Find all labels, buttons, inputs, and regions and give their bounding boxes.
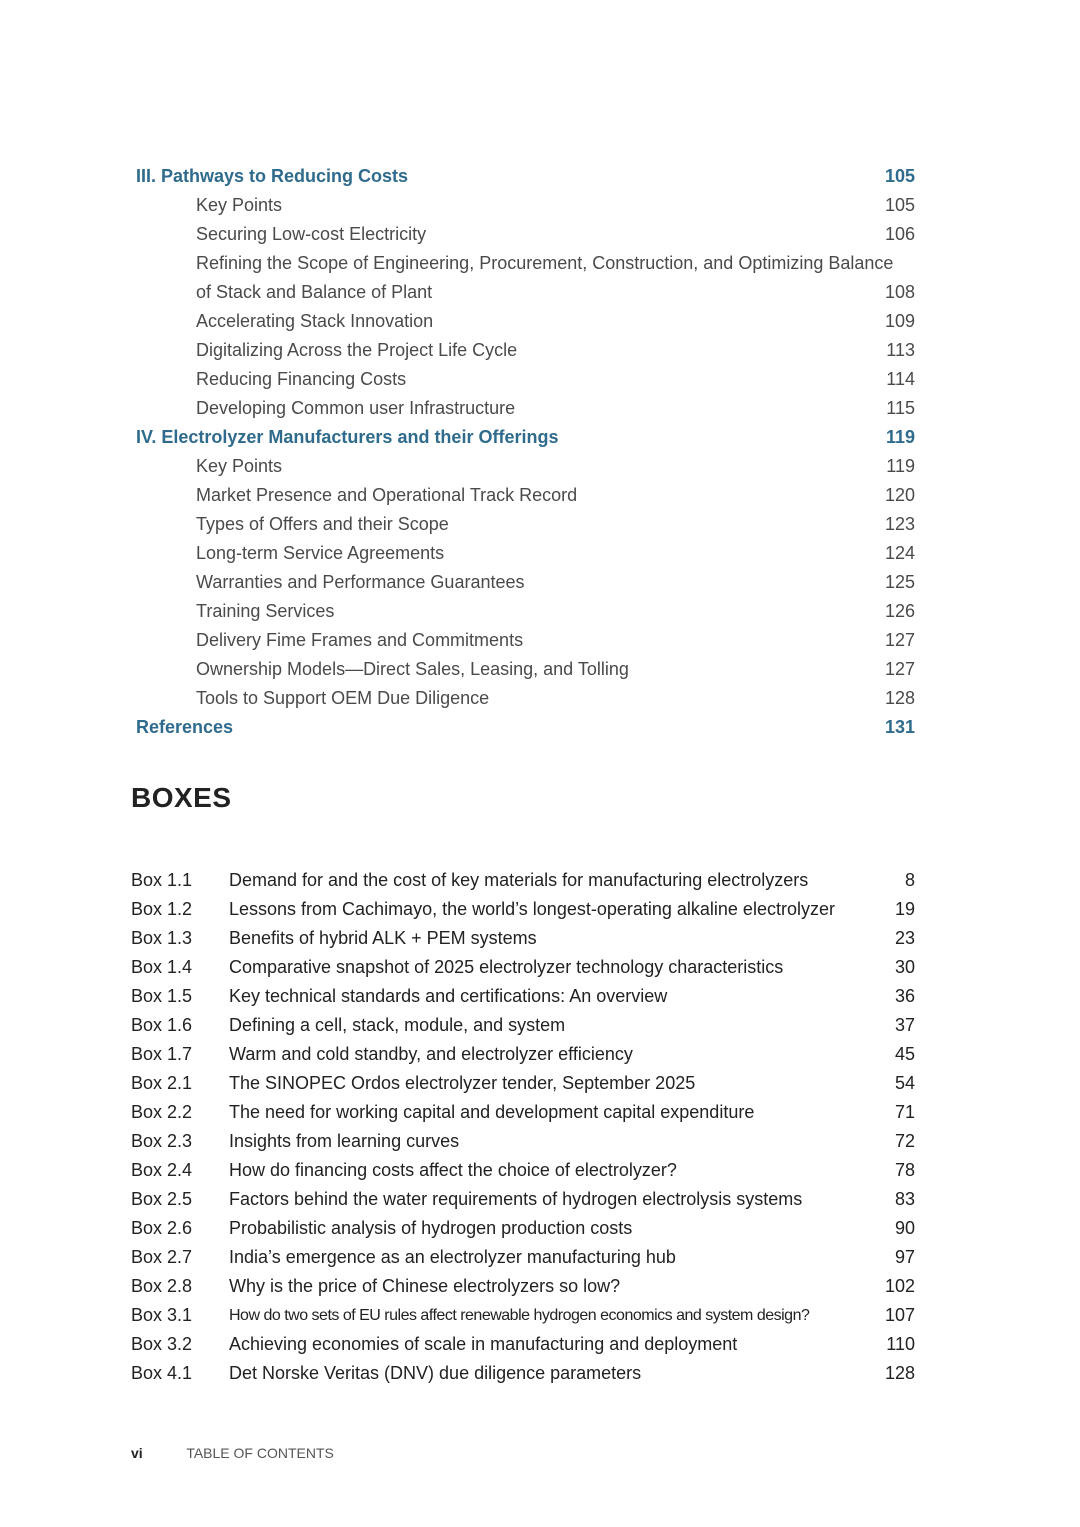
box-page: 90 — [894, 1218, 915, 1238]
box-entry[interactable] — [0, 1127, 1080, 1156]
box-entry[interactable] — [0, 1098, 1080, 1127]
box-title: India’s emergence as an electrolyzer manufacturing hub — [229, 1247, 676, 1267]
box-page: 72 — [894, 1131, 915, 1151]
toc-section-entry[interactable] — [0, 220, 1080, 249]
toc-entry-page: 114 — [886, 369, 915, 389]
toc-entry-title: Accelerating Stack Innovation — [196, 311, 434, 331]
box-title: Defining a cell, stack, module, and system — [229, 1015, 566, 1035]
toc-entry-title: IV. Electrolyzer Manufacturers and their Offerings — [136, 427, 559, 447]
box-title: Warm and cold standby, and electrolyzer efficiency — [229, 1044, 633, 1064]
box-title: Insights from learning curves — [229, 1131, 460, 1151]
box-page: 23 — [894, 928, 915, 948]
toc-section-entry[interactable] — [0, 278, 1080, 307]
toc-entry-title: Warranties and Performance Guarantees — [196, 572, 525, 592]
box-title: Benefits of hybrid ALK + PEM systems — [229, 928, 537, 948]
toc-section-entry[interactable] — [0, 307, 1080, 336]
toc-entry-page: 115 — [886, 398, 915, 418]
footer-section: TABLE OF CONTENTS — [186, 1445, 334, 1461]
box-label: Box 1.5 — [131, 986, 193, 1006]
toc-entry-title: Key Points — [196, 195, 283, 215]
toc-entry-title: Refining the Scope of Engineering, Procurement, Construction, and Optimizing Balance — [196, 253, 894, 273]
box-title: Demand for and the cost of key materials for manufacturing electrolyzers — [229, 870, 809, 890]
toc-section-entry[interactable] — [0, 597, 1080, 626]
toc-section-entry[interactable] — [0, 336, 1080, 365]
box-entry[interactable] — [0, 866, 1080, 895]
box-entry[interactable] — [0, 924, 1080, 953]
toc-entry-page: 105 — [884, 166, 915, 186]
box-label: Box 3.1 — [131, 1305, 193, 1325]
box-label: Box 2.6 — [131, 1218, 193, 1238]
box-page: 78 — [894, 1160, 915, 1180]
box-entry[interactable] — [0, 1185, 1080, 1214]
toc-entry-title: Reducing Financing Costs — [196, 369, 407, 389]
box-title: How do two sets of EU rules affect renewable hydrogen economics and system design? — [229, 1307, 810, 1324]
box-page: 37 — [894, 1015, 915, 1035]
box-label: Box 1.3 — [131, 928, 193, 948]
toc-chapter-entry[interactable] — [0, 162, 1080, 191]
toc-section-entry[interactable] — [0, 481, 1080, 510]
box-entry[interactable] — [0, 1156, 1080, 1185]
toc-entry-title: Key Points — [196, 456, 283, 476]
box-page: 36 — [894, 986, 915, 1006]
toc-entry-title: Long-term Service Agreements — [196, 543, 445, 563]
page-footer — [131, 1445, 334, 1461]
box-page: 8 — [904, 870, 915, 890]
box-title: Why is the price of Chinese electrolyzers so low? — [229, 1276, 621, 1296]
toc-entry-page: 127 — [884, 659, 915, 679]
box-page: 83 — [894, 1189, 915, 1209]
toc-entry-title: Digitalizing Across the Project Life Cycle — [196, 340, 518, 360]
box-entry[interactable] — [0, 895, 1080, 924]
box-label: Box 2.3 — [131, 1131, 193, 1151]
toc-section-entry[interactable] — [0, 191, 1080, 220]
toc-entry-page: 128 — [884, 688, 915, 708]
box-entry[interactable] — [0, 1069, 1080, 1098]
box-title: Factors behind the water requirements of hydrogen electrolysis systems — [229, 1189, 803, 1209]
toc-entry-page: 106 — [884, 224, 915, 244]
box-page: 102 — [884, 1276, 915, 1296]
box-label: Box 2.1 — [131, 1073, 193, 1093]
toc-entry-page: 125 — [884, 572, 915, 592]
toc-entry-page: 120 — [884, 485, 915, 505]
toc-section-entry[interactable] — [0, 626, 1080, 655]
box-label: Box 1.6 — [131, 1015, 193, 1035]
toc-section-entry[interactable] — [0, 452, 1080, 481]
toc-entry-page: 123 — [884, 514, 915, 534]
toc-chapter-entry[interactable] — [0, 423, 1080, 452]
table-of-contents — [0, 162, 1080, 742]
box-page: 97 — [894, 1247, 915, 1267]
toc-section-entry[interactable] — [0, 394, 1080, 423]
box-entry[interactable] — [0, 1040, 1080, 1069]
box-title: The SINOPEC Ordos electrolyzer tender, September 2025 — [229, 1073, 696, 1093]
box-page: 110 — [886, 1334, 915, 1354]
box-title: Achieving economies of scale in manufacturing and deployment — [229, 1334, 738, 1354]
box-label: Box 4.1 — [131, 1363, 193, 1383]
box-page: 45 — [894, 1044, 915, 1064]
toc-entry-title: Securing Low-cost Electricity — [196, 224, 427, 244]
box-label: Box 1.4 — [131, 957, 193, 977]
page-number: vi — [131, 1445, 143, 1461]
box-page: 30 — [894, 957, 915, 977]
box-entry[interactable] — [0, 1301, 1080, 1330]
box-title: The need for working capital and development capital expenditure — [229, 1102, 755, 1122]
toc-entry-page: 119 — [886, 456, 915, 476]
toc-entry-page: 124 — [884, 543, 915, 563]
toc-section-entry[interactable] — [0, 249, 1080, 278]
toc-entry-title: of Stack and Balance of Plant — [196, 282, 433, 302]
box-page: 19 — [894, 899, 915, 919]
toc-entry-title: Types of Offers and their Scope — [196, 514, 449, 534]
toc-entry-title: Developing Common user Infrastructure — [196, 398, 516, 418]
toc-entry-page: 127 — [884, 630, 915, 650]
box-label: Box 2.2 — [131, 1102, 193, 1122]
box-title: Det Norske Veritas (DNV) due diligence parameters — [229, 1363, 642, 1383]
toc-entry-page: 108 — [884, 282, 915, 302]
box-title: Key technical standards and certifications: An overview — [229, 986, 668, 1006]
box-label: Box 1.2 — [131, 899, 193, 919]
toc-section-entry[interactable] — [0, 365, 1080, 394]
box-label: Box 1.1 — [131, 870, 193, 890]
box-page: 54 — [894, 1073, 915, 1093]
box-label: Box 1.7 — [131, 1044, 193, 1064]
toc-entry-title: III. Pathways to Reducing Costs — [136, 166, 409, 186]
box-entry[interactable] — [0, 982, 1080, 1011]
box-entry[interactable] — [0, 1214, 1080, 1243]
toc-entry-page: 109 — [884, 311, 915, 331]
box-page: 71 — [894, 1102, 915, 1122]
toc-entry-page: 126 — [884, 601, 915, 621]
boxes-list — [0, 866, 1080, 1388]
toc-section-entry[interactable] — [0, 655, 1080, 684]
box-entry[interactable] — [0, 1243, 1080, 1272]
toc-entry-title: Market Presence and Operational Track Record — [196, 485, 578, 505]
toc-chapter-entry[interactable] — [0, 713, 1080, 742]
toc-entry-page: 119 — [885, 427, 915, 447]
toc-entry-title: Ownership Models—Direct Sales, Leasing, and Tolling — [196, 659, 629, 679]
toc-entry-title: References — [136, 717, 234, 737]
box-entry[interactable] — [0, 953, 1080, 982]
box-title: How do financing costs affect the choice of electrolyzer? — [229, 1160, 677, 1180]
box-entry[interactable] — [0, 1330, 1080, 1359]
box-entry[interactable] — [0, 1359, 1080, 1388]
box-title: Probabilistic analysis of hydrogen production costs — [229, 1218, 633, 1238]
toc-section-entry[interactable] — [0, 568, 1080, 597]
box-label: Box 2.4 — [131, 1160, 193, 1180]
box-page: 128 — [884, 1363, 915, 1383]
box-label: Box 2.5 — [131, 1189, 193, 1209]
box-entry[interactable] — [0, 1011, 1080, 1040]
box-label: Box 3.2 — [131, 1334, 193, 1354]
box-label: Box 2.8 — [131, 1276, 193, 1296]
box-page: 107 — [884, 1305, 915, 1325]
box-title: Comparative snapshot of 2025 electrolyzer technology characteristics — [229, 957, 784, 977]
toc-entry-title: Training Services — [196, 601, 335, 621]
toc-section-entry[interactable] — [0, 684, 1080, 713]
box-title: Lessons from Cachimayo, the world’s longest-operating alkaline electrolyzer — [229, 899, 835, 919]
toc-entry-title: Delivery Fime Frames and Commitments — [196, 630, 524, 650]
toc-entry-page: 131 — [884, 717, 915, 737]
toc-entry-page: 105 — [884, 195, 915, 215]
toc-entry-page: 113 — [886, 340, 915, 360]
toc-section-entry[interactable] — [0, 510, 1080, 539]
toc-entry-title: Tools to Support OEM Due Diligence — [196, 688, 490, 708]
boxes-heading: BOXES — [131, 782, 232, 813]
toc-section-entry[interactable] — [0, 539, 1080, 568]
box-label: Box 2.7 — [131, 1247, 193, 1267]
box-entry[interactable] — [0, 1272, 1080, 1301]
